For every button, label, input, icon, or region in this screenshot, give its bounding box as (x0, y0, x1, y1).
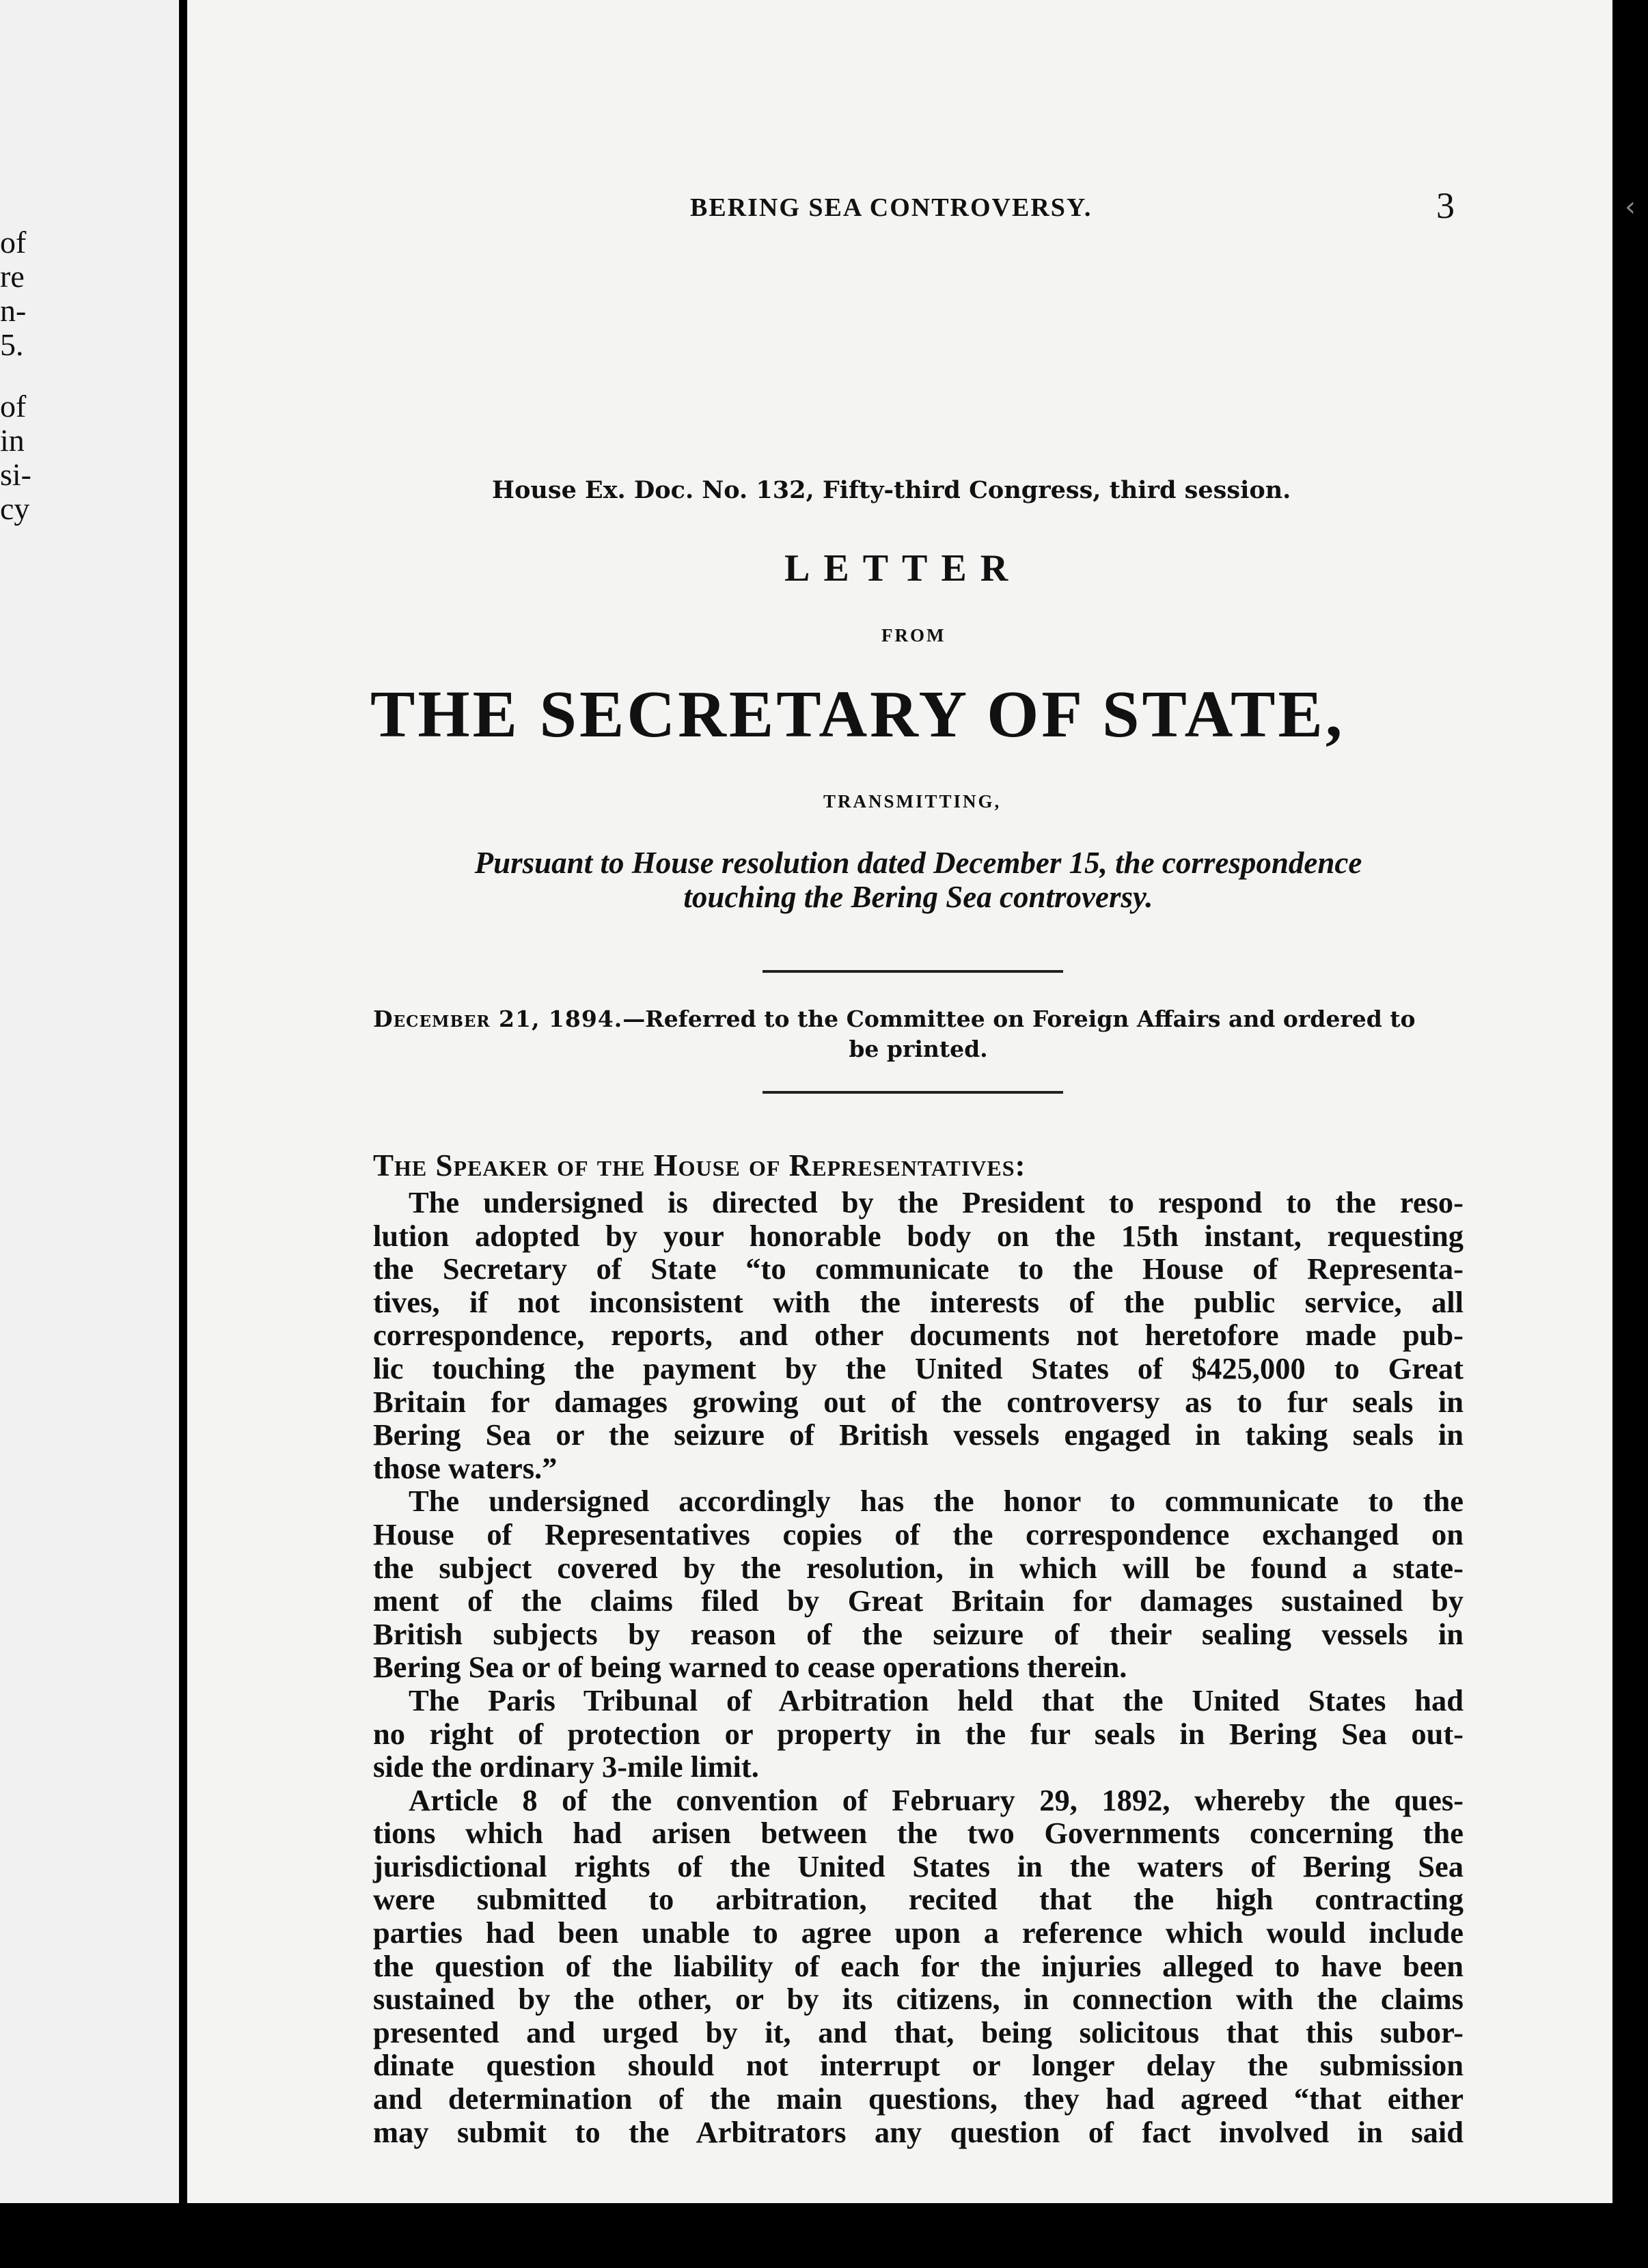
body-line: tives, if not inconsistent with the interests of the public service, all (373, 1284, 1464, 1319)
scan-mark: ‹ (1625, 191, 1636, 223)
body-line: lic touching the payment by the United States of $425,000 to Great (373, 1351, 1464, 1385)
body-line: presented and urged by it, and that, being solicitous that this subor- (373, 2015, 1464, 2049)
body-line: British subjects by reason of the seizure of their sealing vessels in (373, 1616, 1464, 1651)
body-line: lution adopted by your honorable body on the 15th instant, requesting (373, 1218, 1464, 1253)
body-line: no right of protection or property in the fur seals in Bering Sea out- (373, 1716, 1464, 1751)
running-head: BERING SEA CONTROVERSY. (690, 193, 1093, 222)
addressee: The Speaker of the House of Representatives: (373, 1148, 1026, 1183)
body-line: side the ordinary 3-mile limit. (373, 1750, 759, 1784)
body-line: sustained by the other, or by its citizens, in connection with the claims (373, 1982, 1464, 2017)
body-line: Bering Sea or of being warned to cease operations therein. (373, 1650, 1127, 1685)
body-line: may submit to the Arbitrators any question of fact involved in said (373, 2114, 1464, 2149)
divider-rule (763, 1091, 1063, 1094)
body-line: Britain for damages growing out of the controversy as to fur seals in (373, 1384, 1464, 1419)
scan-border-right (1612, 0, 1648, 2268)
body-line: jurisdictional rights of the United States in the waters of Bering Sea (373, 1849, 1464, 1883)
transmitting-heading: TRANSMITTING, (823, 791, 1002, 812)
page-number: 3 (1436, 185, 1455, 226)
subject-line: Pursuant to House resolution dated December 15, the correspondence (474, 846, 1362, 880)
body-line: dinate question should not interrupt or longer delay the submission (373, 2048, 1464, 2083)
body-line: those waters.” (373, 1450, 558, 1485)
body-line: correspondence, reports, and other documents not heretofore made pub- (373, 1318, 1464, 1353)
body-line: tions which had arisen between the two Governments concerning the (373, 1816, 1464, 1851)
fragment: of (0, 225, 27, 260)
fragment: cy (0, 491, 30, 526)
previous-page-edge (0, 0, 179, 2203)
body-line: The undersigned is directed by the President to respond to the reso- (409, 1185, 1464, 1219)
fragment: n- (0, 293, 27, 328)
fragment: of (0, 389, 27, 424)
fragment: 5. (0, 327, 24, 362)
document-reference: House Ex. Doc. No. 132, Fifty-third Congress, third session. (492, 476, 1291, 504)
body-line: the Secretary of State “to communicate to the House of Representa- (373, 1251, 1464, 1286)
divider-rule (763, 970, 1063, 973)
fragment: in (0, 423, 25, 458)
fragment: re (0, 259, 25, 294)
letter-body (373, 1186, 1464, 2148)
letter-heading: LETTER (784, 547, 1022, 590)
page-gutter (179, 0, 187, 2203)
body-line: were submitted to arbitration, recited that the high contracting (373, 1882, 1464, 1917)
body-line: the question of the liability of each for the injuries alleged to have been (373, 1948, 1464, 1983)
referral-text: be printed. (849, 1036, 988, 1062)
from-heading: FROM (881, 625, 946, 646)
body-line: Article 8 of the convention of February 29, 1892, whereby the ques- (409, 1782, 1464, 1817)
referral-date: December 21, 1894. (373, 1006, 623, 1032)
referral-text: —Referred to the Committee on Foreign Affairs and ordered to (622, 1006, 1416, 1032)
body-line: The undersigned accordingly has the honor to communicate to the (409, 1484, 1464, 1519)
body-line: and determination of the main questions, they had agreed “that either (373, 2082, 1464, 2116)
body-line: ment of the claims filed by Great Britain for damages sustained by (373, 1584, 1464, 1618)
referral-note (373, 1004, 1464, 1064)
subject-statement (373, 846, 1464, 914)
body-line: House of Representatives copies of the correspondence exchanged on (373, 1517, 1464, 1551)
fragment: si- (0, 457, 31, 492)
fragment-gap (0, 362, 68, 389)
body-line: parties had been unable to agree upon a reference which would include (373, 1916, 1464, 1950)
body-line: Bering Sea or the seizure of British vessels engaged in taking seals in (373, 1418, 1464, 1452)
scan-border-bottom (0, 2203, 1648, 2268)
page-title: THE SECRETARY OF STATE, (370, 678, 1345, 751)
previous-page-text-fragments (0, 225, 68, 526)
subject-line: touching the Bering Sea controversy. (683, 880, 1153, 914)
body-line: The Paris Tribunal of Arbitration held that the United States had (409, 1683, 1464, 1717)
body-line: the subject covered by the resolution, in which will be found a state- (373, 1550, 1464, 1585)
